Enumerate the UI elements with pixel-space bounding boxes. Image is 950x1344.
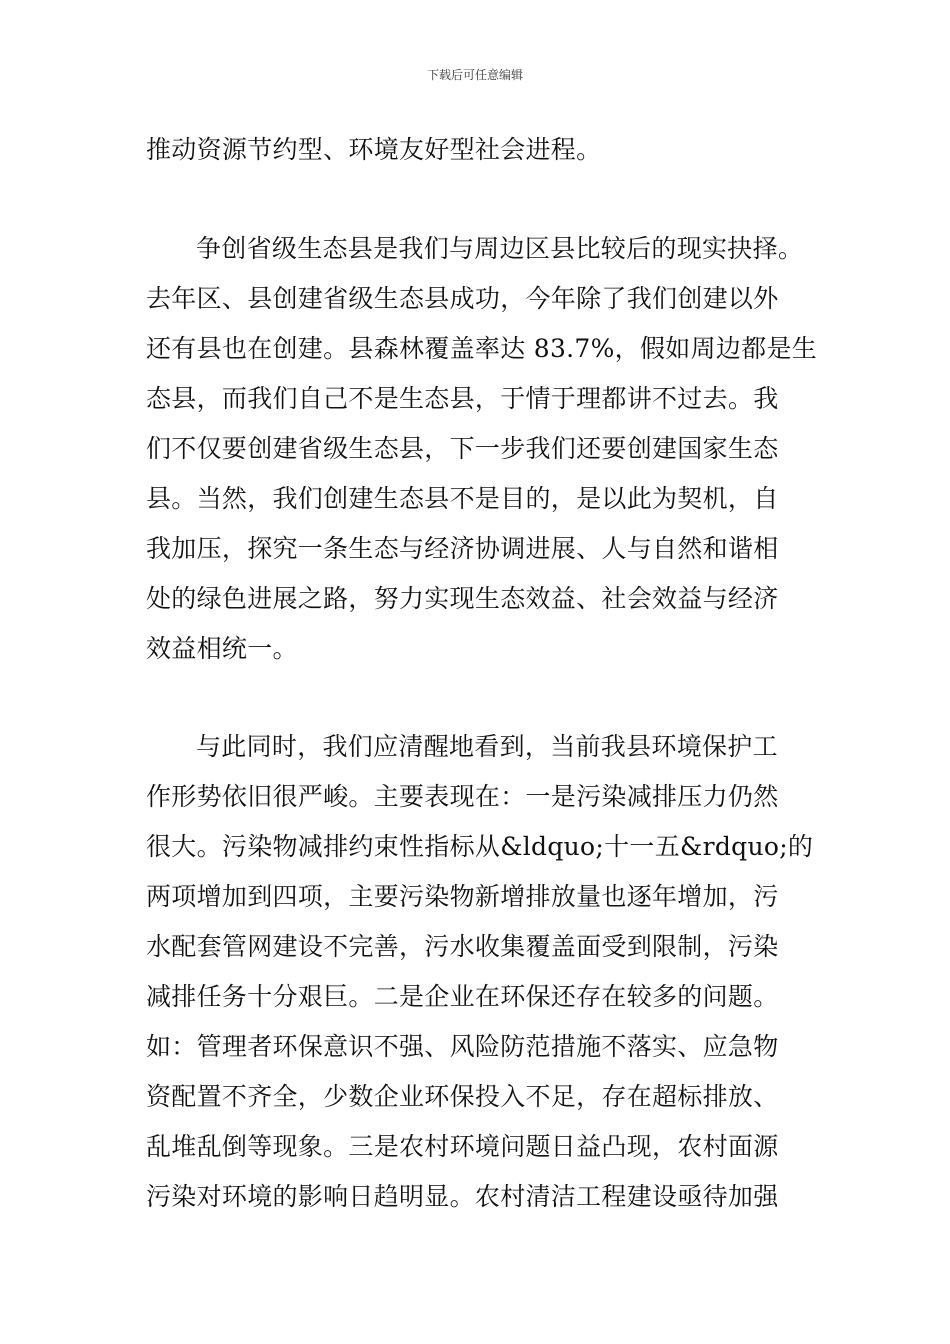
paragraph-3-line-10: 污染对环境的影响日趋明显。农村清洁工程建设亟待加强 (146, 1182, 779, 1211)
paragraph-3-line-1: 与此同时，我们应清醒地看到，当前我县环境保护工 (196, 732, 778, 761)
paragraph-1-line-1: 推动资源节约型、环境友好型社会进程。 (146, 135, 602, 164)
paragraph-3-line-2: 作形势依旧很严峻。主要表现在：一是污染减排压力仍然 (146, 782, 779, 811)
paragraph-3-line-9: 乱堆乱倒等现象。三是农村环境问题日益凸现，农村面源 (146, 1132, 779, 1161)
paragraph-3-line-7: 如：管理者环保意识不强、风险防范措施不落实、应急物 (146, 1032, 779, 1061)
paragraph-2-line-7: 我加压，探究一条生态与经济协调进展、人与自然和谐相 (146, 534, 779, 563)
paragraph-3-line-6: 减排任务十分艰巨。二是企业在环保还存在较多的问题。 (146, 982, 779, 1011)
paragraph-2-line-6: 县。当然，我们创建生态县不是目的，是以此为契机，自 (146, 484, 779, 513)
paragraph-2-line-2: 去年区、县创建省级生态县成功，今年除了我们创建以外 (146, 284, 779, 313)
paragraph-2-line-5: 们不仅要创建省级生态县，下一步我们还要创建国家生态 (146, 434, 779, 463)
paragraph-2-line-8: 处的绿色进展之路，努力实现生态效益、社会效益与经济 (146, 584, 779, 613)
paragraph-2-line-1: 争创省级生态县是我们与周边区县比较后的现实抉择。 (196, 234, 804, 263)
paragraph-3-line-4: 两项增加到四项，主要污染物新增排放量也逐年增加，污 (146, 882, 779, 911)
paragraph-3-line-5: 水配套管网建设不完善，污水收集覆盖面受到限制，污染 (146, 932, 779, 961)
paragraph-2-line-4: 态县，而我们自己不是生态县，于情于理都讲不过去。我 (146, 384, 779, 413)
paragraph-2-line-3: 还有县也在创建。县森林覆盖率达 83.7%，假如周边都是生 (146, 334, 818, 363)
paragraph-3-line-8: 资配置不齐全，少数企业环保投入不足，存在超标排放、 (146, 1082, 779, 1111)
paragraph-2-line-9: 效益相统一。 (146, 634, 298, 663)
page-header-note: 下载后可任意编辑 (426, 68, 523, 82)
paragraph-3-line-3: 很大。污染物减排约束性指标从&ldquo;十一五&rdquo;的 (146, 832, 814, 861)
